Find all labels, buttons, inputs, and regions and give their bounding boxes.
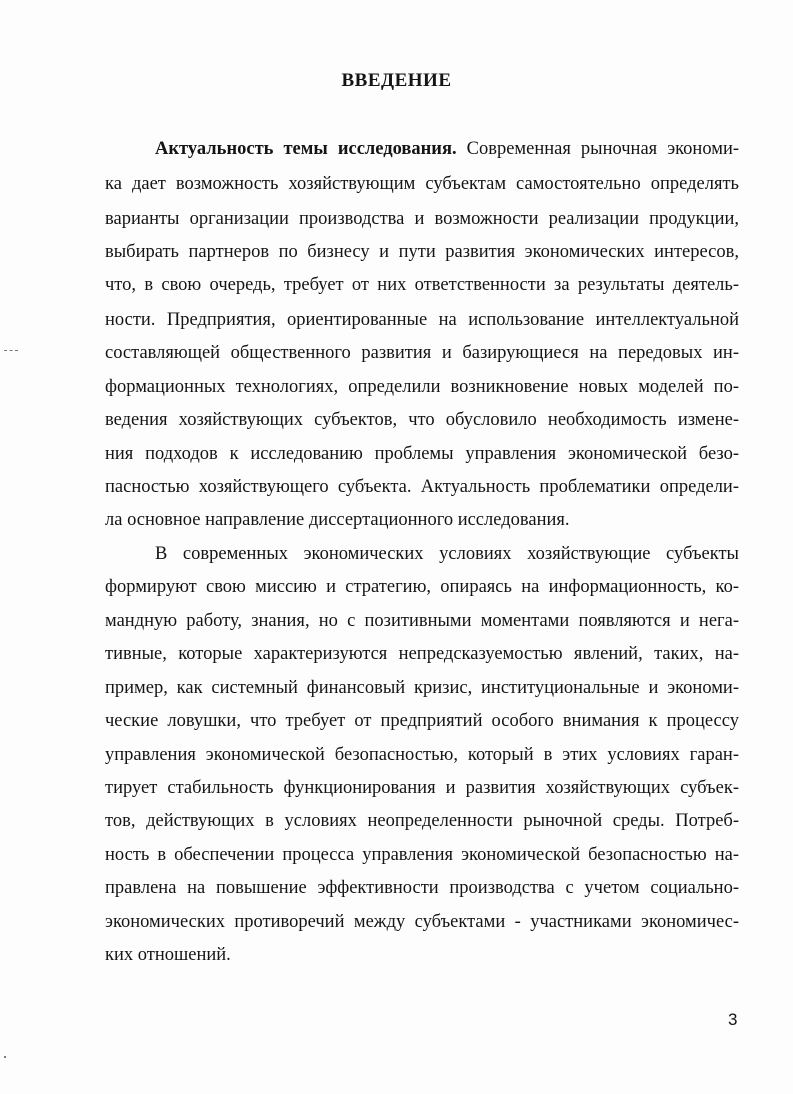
paragraph-2-line: тов, действующих в условиях неопределенности рыночной среды. Потреб- — [105, 811, 739, 831]
paragraph-2-line: ческие ловушки, что требует от предприятий особого внимания к процессу — [105, 711, 739, 731]
paragraph-2-line: экономических противоречий между субъектами - участниками экономичес- — [105, 912, 739, 932]
page-number: 3 — [728, 1010, 738, 1029]
paragraph-2-line: В современных экономических условиях хозяйствующие субъекты — [155, 544, 739, 564]
paragraph-2-line: тирует стабильность функционирования и развития хозяйствующих субъек- — [105, 778, 739, 798]
paragraph-2-line: правлена на повышение эффективности производства с учетом социально- — [105, 878, 739, 898]
paragraph-1-line: ния подходов к исследованию проблемы управления экономической безо- — [105, 444, 739, 464]
paragraph-1-line: варианты организации производства и возможности реализации продукции, — [105, 209, 739, 229]
paragraph-1-line: что, в свою очередь, требует от них ответственности за результаты деятель- — [105, 275, 739, 295]
paragraph-2-line: ких отношений. — [105, 945, 231, 965]
paragraph-1-line: пасностью хозяйствующего субъекта. Актуальность проблематики определи- — [105, 477, 739, 497]
paragraph-1-line: формационных технологиях, определили возникновение новых моделей по- — [105, 377, 739, 397]
paragraph-1-line: составляющей общественного развития и базирующиеся на передовых ин- — [105, 343, 739, 363]
paragraph-1-line: ведения хозяйствующих субъектов, что обусловило необходимость измене- — [105, 410, 739, 430]
paragraph-1-line: ка дает возможность хозяйствующим субъектам самостоятельно определять — [105, 174, 739, 194]
paragraph-2-line: управления экономической безопасностью, который в этих условиях гаран- — [105, 745, 739, 765]
paragraph-2-line: пример, как системный финансовый кризис, институциональные и экономи- — [105, 678, 739, 698]
paragraph-2-line: формируют свою миссию и стратегию, опираясь на информационность, ко- — [105, 577, 739, 597]
paragraph-2-line: тивные, которые характеризуются непредсказуемостью явлений, таких, на- — [105, 644, 739, 664]
paragraph-2-line: ность в обеспечении процесса управления экономической безопасностью на- — [105, 845, 739, 865]
section-title: ВВЕДЕНИЕ — [341, 70, 452, 91]
paragraph-2-line: мандную работу, знания, но с позитивными моментами появляются и нега- — [105, 611, 739, 631]
margin-mark — [4, 350, 18, 352]
paragraph-1-line: выбирать партнеров по бизнесу и пути развития экономических интересов, — [105, 242, 739, 262]
paragraph-1-line-1-text: Современная рыночная экономи- — [456, 139, 740, 159]
scan-speck — [4, 1056, 6, 1058]
paragraph-1-line: ла основное направление диссертационного исследования. — [105, 510, 570, 530]
paragraph-1-lead: Актуальность темы исследования. — [155, 139, 457, 159]
paragraph-1-line: ности. Предприятия, ориентированные на использование интеллектуальной — [105, 310, 739, 330]
paragraph-1-line-1 — [155, 138, 739, 160]
